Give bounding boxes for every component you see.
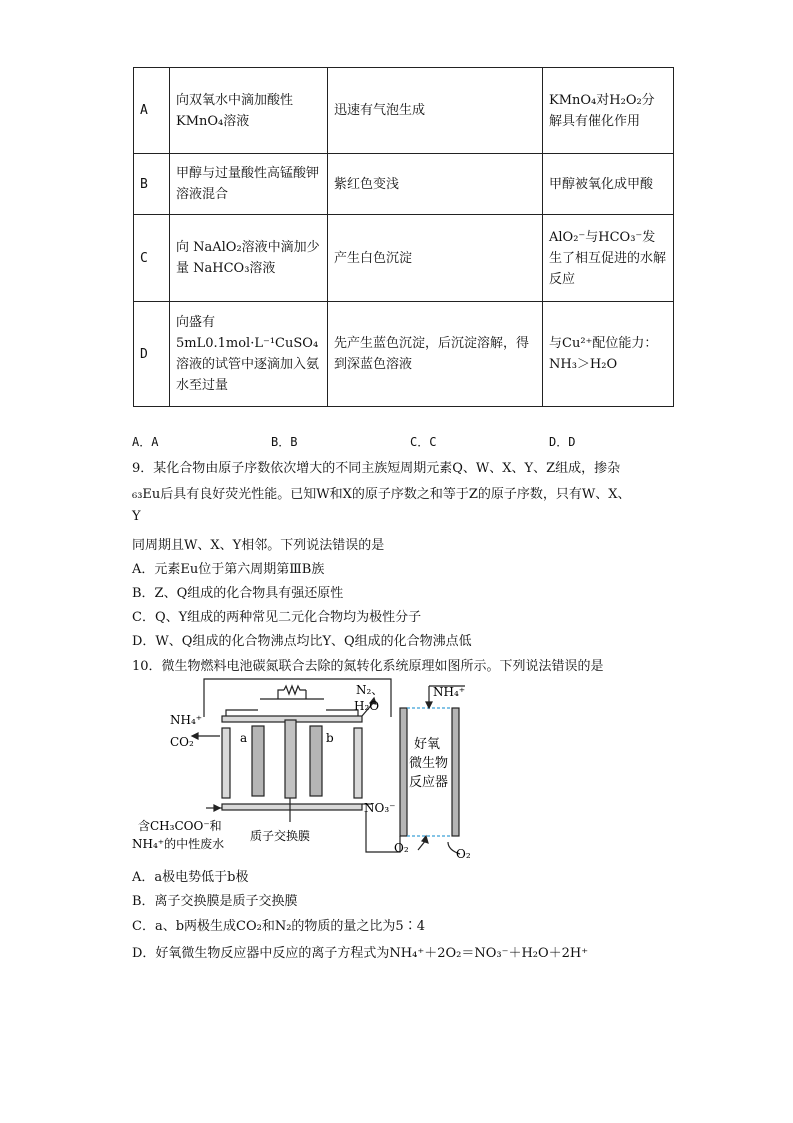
q10-option-a[interactable]: A．a极电势低于b极 <box>132 870 249 885</box>
q10-option-d[interactable]: D．好氧微生物反应器中反应的离子方程式为NH₄⁺＋2O₂＝NO₃⁻＋H₂O＋2H⁺ <box>132 946 589 961</box>
o2-right-label: O₂ <box>456 847 471 861</box>
conclusion-cell: 甲醇被氧化成甲酸 <box>543 154 674 215</box>
table-row <box>134 302 674 407</box>
q9-stem-line: ₆₃Eu后具有良好荧光性能。已知W和X的原子序数之和等于Z的原子序数，只有W、X、 <box>132 487 631 502</box>
reactor-label-line3: 反应器 <box>409 775 449 790</box>
q9-option-c[interactable]: C．Q、Y组成的两种常见二元化合物均为极性分子 <box>132 610 422 625</box>
electrode-b-label: b <box>326 731 334 745</box>
q9-option-a[interactable]: A．元素Eu位于第六周期第ⅢB族 <box>132 562 325 577</box>
option-label: B <box>134 154 170 215</box>
table-row <box>134 215 674 302</box>
q9-stem-line: Y <box>132 509 141 524</box>
fuel-cell-diagram <box>130 672 490 862</box>
co2-label: CO₂ <box>170 735 194 749</box>
q9-option-d[interactable]: D．W、Q组成的化合物沸点均比Y、Q组成的化合物沸点低 <box>132 634 472 649</box>
electrode-a-label: a <box>240 731 248 745</box>
reactor-label-line1: 好氧 <box>414 737 441 752</box>
q10-option-c[interactable]: C．a、b两极生成CO₂和N₂的物质的量之比为5∶4 <box>132 919 425 934</box>
option-label: D <box>134 302 170 407</box>
table-row <box>134 154 674 215</box>
q10-stem: 10．微生物燃料电池碳氮联合去除的氮转化系统原理如图所示。下列说法错误的是 <box>132 659 604 674</box>
n2-label: N₂、 <box>356 683 384 697</box>
q9-stem-line: 同周期且W、X、Y相邻。下列说法错误的是 <box>132 538 385 553</box>
option-label: A <box>134 68 170 154</box>
operation-cell: 甲醇与过量酸性高锰酸钾溶液混合 <box>170 154 328 215</box>
feed-label-line1: 含CH₃COO⁻和 <box>138 819 222 833</box>
phenomenon-cell: 先产生蓝色沉淀，后沉淀溶解，得到深蓝色溶液 <box>328 302 543 407</box>
table-row <box>134 68 674 154</box>
q9-stem-line: 9．某化合物由原子序数依次增大的不同主族短周期元素Q、W、X、Y、Z组成，掺杂 <box>132 461 621 476</box>
operation-cell: 向 NaAlO₂溶液中滴加少量 NaHCO₃溶液 <box>170 215 328 302</box>
operation-cell: 向双氧水中滴加酸性 KMnO₄溶液 <box>170 68 328 154</box>
operation-cell: 向盛有 5mL0.1mol·L⁻¹CuSO₄溶液的试管中逐滴加入氨水至过量 <box>170 302 328 407</box>
q9-option-b[interactable]: B．Z、Q组成的化合物具有强还原性 <box>132 586 344 601</box>
q8-choice-c[interactable]: C．C <box>410 435 437 449</box>
q8-choice-d[interactable]: D．D <box>549 435 576 449</box>
conclusion-cell: 与Cu²⁺配位能力：NH₃＞H₂O <box>543 302 674 407</box>
nh4-left-label: NH₄⁺ <box>170 713 203 727</box>
o2-left-label: O₂ <box>394 841 409 855</box>
option-label: C <box>134 215 170 302</box>
q8-choice-a[interactable]: A．A <box>132 435 159 449</box>
no3-label: NO₃⁻ <box>364 801 396 815</box>
q10-option-b[interactable]: B．离子交换膜是质子交换膜 <box>132 894 298 909</box>
membrane-label: 质子交换膜 <box>250 829 311 843</box>
phenomenon-cell: 迅速有气泡生成 <box>328 68 543 154</box>
feed-label-line2: NH₄⁺的中性废水 <box>132 837 225 851</box>
nh4-top-label: NH₄⁺ <box>433 685 466 699</box>
phenomenon-cell: 紫红色变浅 <box>328 154 543 215</box>
conclusion-cell: KMnO₄对H₂O₂分解具有催化作用 <box>543 68 674 154</box>
experiment-table <box>133 67 674 407</box>
conclusion-cell: AlO₂⁻与HCO₃⁻发生了相互促进的水解反应 <box>543 215 674 302</box>
h2o-label: H₂O <box>354 699 380 713</box>
q8-choice-b[interactable]: B．B <box>271 435 298 449</box>
reactor-label-line2: 微生物 <box>409 756 449 771</box>
phenomenon-cell: 产生白色沉淀 <box>328 215 543 302</box>
